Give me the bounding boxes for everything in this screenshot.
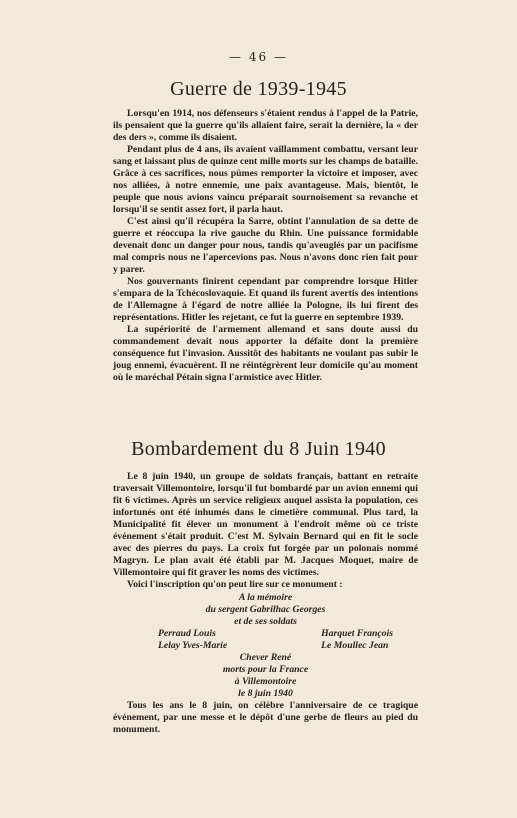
- paragraph: Nos gouvernants finirent cependant par comprendre lorsque Hitler s'empara de la Tchécoslovaquie. Et quand ils furent avertis des intentions de l'Allemagne à l'égard de notre alliée la Pologne, ils lui firent des représentations. Hitler les rejetant, ce fut la guerre en septembre 1939.: [113, 276, 418, 323]
- victim-name: Perraud Louis: [158, 628, 216, 639]
- victim-name: Harquet François: [321, 628, 393, 639]
- paragraph: Pendant plus de 4 ans, ils avaient vaillamment combattu, versant leur sang et laissant plus de quinze cent mille morts sur les champs de bataille. Grâce à ces sacrifices, nous pûmes remporter la victoire et imposer, avec nos alliées, à notre ennemie, une paix avantageuse. Mais, bientôt, le peuple que nous avions vaincu préparait sournoisement sa revanche et lorsqu'il se sentit assez fort, il parla haut.: [113, 144, 418, 215]
- inscription-line: morts pour la France: [222, 664, 309, 675]
- paragraph: La supériorité de l'armement allemand et sans doute aussi du commandement devait nous apporter la défaite dont la première conséquence fut l'invasion. Aussitôt des habitants ne voulant pas subir le joug ennemi, évacuèrent. Il ne réintégrèrent leur domicile qu'au moment où le maréchal Pétain signa l'armistice avec Hitler.: [113, 324, 418, 383]
- victim-name: Chever René: [239, 652, 292, 663]
- section-body-war: [113, 108, 418, 384]
- inscription-date: le 8 juin 1940: [238, 688, 293, 699]
- inscription-line: à Villemontoire: [234, 676, 297, 687]
- section-title-bombing: Bombardement du 8 Juin 1940: [131, 438, 386, 460]
- page-number: — 46 —: [229, 50, 288, 64]
- paragraph: Le 8 juin 1940, un groupe de soldats français, battant en retraite traversait Villemontoire, lorsqu'il fut bombardé par un avion ennemi qui fit 6 victimes. Après un service religieux auquel assista la population, ces infortunés ont été inhumés dans le cimetière communal. Plus tard, la Municipalité fit élever un monument à l'endroit même où ce triste événement s'était produit. C'est M. Sylvain Bernard qui en fit le socle avec des pierres du pays. La croix fut forgée par un polonais nommé Magryn. Le plan avait été établi par M. Jacques Moquet, maire de Villemontoire qui fit graver les noms des victimes.: [113, 471, 418, 578]
- closing-paragraph: Tous les ans le 8 juin, on célèbre l'anniversaire de ce tragique événement, par une messe et le dépôt d'une gerbe de fleurs au pied du monument.: [113, 700, 418, 735]
- monument-inscription: [113, 592, 418, 700]
- inscription-line: A la mémoire: [238, 592, 293, 603]
- inscription-line: du sergent Gabrilhac Georges: [205, 604, 326, 615]
- names-right: [321, 628, 393, 652]
- section-title-war: Guerre de 1939-1945: [170, 78, 347, 100]
- victim-name: Le Moullec Jean: [321, 640, 389, 651]
- inscription-names: [113, 628, 418, 652]
- victim-name: Lelay Yves-Marie: [158, 640, 228, 651]
- paragraph: Lorsqu'en 1914, nos défenseurs s'étaient rendus à l'appel de la Patrie, ils pensaient que la guerre qu'ils allaient faire, serait la dernière, la « der des ders », comme ils disaient.: [113, 108, 418, 143]
- paragraph: C'est ainsi qu'il récupéra la Sarre, obtint l'annulation de sa dette de guerre et réoccupa la rive gauche du Rhin. Une puissance formidable devenait donc un danger pour nous, tandis qu'aveuglés par un pacifisme mal compris nous ne l'apercevions pas. Nous n'avons donc rien fait pour y parer.: [113, 216, 418, 275]
- inscription-line: et de ses soldats: [234, 616, 297, 627]
- paragraph: Voici l'inscription qu'on peut lire sur ce monument :: [127, 579, 343, 590]
- section-body-bombing: [113, 471, 418, 736]
- names-left: [158, 628, 227, 652]
